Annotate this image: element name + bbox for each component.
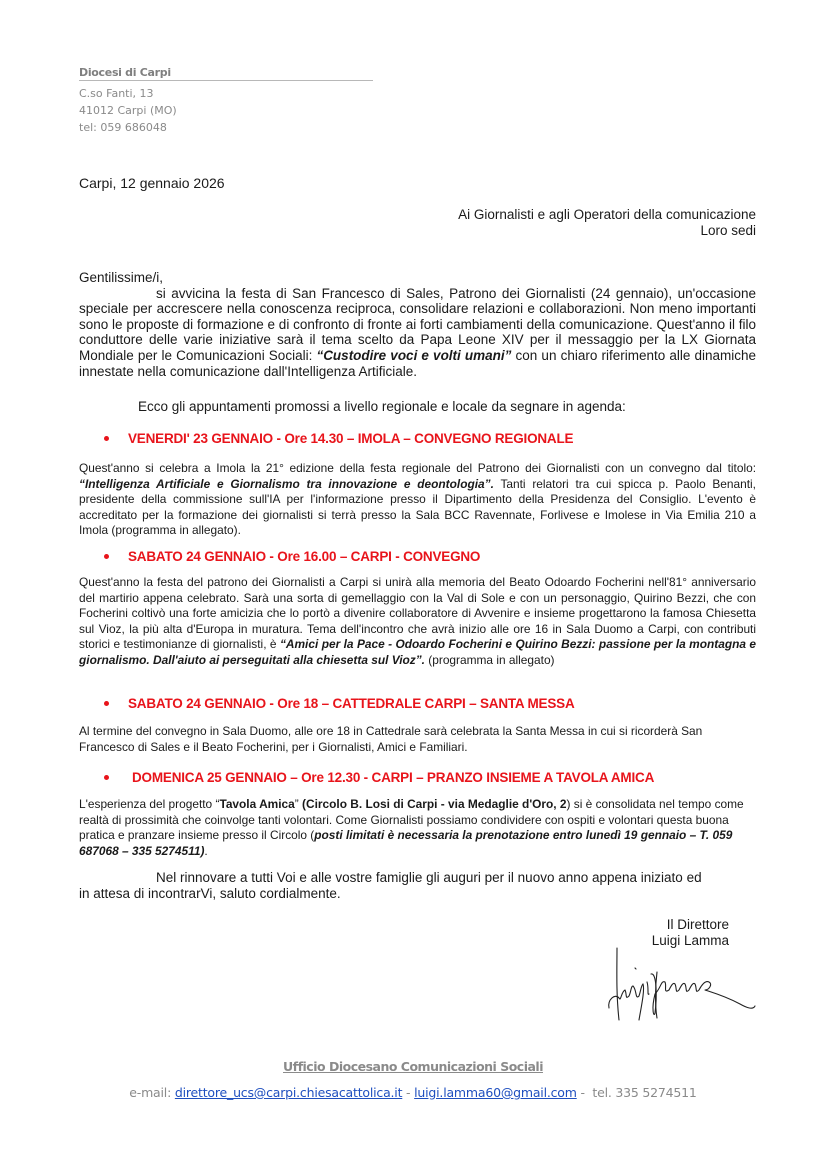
intro-text-1: si avvicina la festa di San Francesco di Sales, Patrono dei Giornalisti (24 gennaio), un'occasione speciale per accrescere nella conoscenza reciproca, consolidare relazioni e collaborazioni. Non meno importanti sono le proposte di formazione e di confronto di fronte ai forti cambiamenti della comunicazione. Quest'anno il filo conduttore delle varie iniziative sarà il tema scelto da Papa Leone XIV per il messaggio per la LX Giornata Mondiale per le Comunicazioni Sociali: (79, 285, 756, 363)
signer-name: Luigi Lamma (651, 933, 729, 948)
signer-role: Il Direttore (666, 917, 729, 932)
recipient-line-1: Ai Giornalisti e agli Operatori della comunicazione (458, 207, 756, 222)
email-label: e-mail: (129, 1085, 175, 1100)
event-heading-text: DOMENICA 25 GENNAIO – Ore 12.30 - CARPI – PRANZO INSIEME A TAVOLA AMICA (132, 770, 655, 785)
intro-text-2: con un chiaro riferimento alle dinamiche innestate nella comunicazione dall'Intelligenza Artificiale. (79, 347, 756, 379)
address-line-1: C.so Fanti, 13 (79, 87, 154, 100)
intro-paragraph (79, 286, 756, 380)
event-text: ) si è consolidata nel tempo come realtà di prossimità che coinvolge tanti volontari. Come Giornalisti possiamo condividere con ospiti e volontari questa buona pratica e pranzare insieme presso il Circolo ( (79, 797, 744, 843)
salutation: Gentilissime/i, (79, 270, 164, 285)
letterhead (79, 66, 373, 136)
footer-contact (0, 1085, 826, 1100)
closing-line-1: Nel rinnovare a tutti Voi e alle vostre famiglie gli auguri per il nuovo anno appena iniziato ed (156, 870, 702, 885)
letterhead-phone: tel: 059 686048 (79, 121, 167, 134)
event-heading-4 (104, 770, 654, 785)
project-name: Tavola Amica (219, 797, 295, 811)
theme-quote: “Custodire voci e volti umani” (316, 347, 512, 363)
closing (79, 870, 756, 902)
organization-name: Diocesi di Carpi (79, 66, 373, 81)
event-text: ” (294, 797, 303, 811)
event-body-3 (79, 724, 756, 755)
event-title-quote: “Amici per la Pace - Odoardo Focherini e Quirino Bezzi: passione per la montagna e giornalismo. Dall'aiuto ai perseguitati alla chiesetta sul Vioz”. (79, 637, 756, 667)
intro-section (79, 270, 756, 379)
event-text: L'esperienza del progetto “ (79, 797, 220, 811)
venue: (Circolo B. Losi di Carpi - via Medaglie d'Oro, 2 (302, 797, 567, 811)
event-heading-text: VENERDI' 23 GENNAIO - Ore 14.30 – IMOLA – CONVEGNO REGIONALE (128, 431, 574, 446)
booking-note: posti limitati è necessaria la prenotazione entro lunedì 19 gennaio – T. 059 687068 – 335 5274511) (79, 828, 733, 858)
event-body-2 (79, 575, 756, 669)
letter-date: Carpi, 12 gennaio 2026 (79, 175, 225, 191)
footer-phone: tel. 335 5274511 (592, 1085, 697, 1100)
bullet-icon (104, 701, 109, 706)
event-heading-3 (104, 696, 575, 711)
separator: - (402, 1085, 415, 1100)
event-text: (programma in allegato) (424, 652, 555, 667)
event-heading-text: SABATO 24 GENNAIO - Ore 16.00 – CARPI - CONVEGNO (128, 549, 481, 564)
bullet-icon (104, 775, 109, 780)
email-link-2[interactable]: luigi.lamma60@gmail.com (414, 1085, 577, 1100)
event-title-quote: “Intelligenza Artificiale e Giornalismo tra innovazione e deontologia”. (79, 476, 494, 491)
event-body-4 (79, 797, 756, 859)
handwritten-signature-icon (605, 938, 760, 1023)
recipient-line-2: Loro sedi (700, 222, 756, 238)
event-text: Quest'anno la festa del patrono dei Giornalisti a Carpi si unirà alla memoria del Beato Odoardo Focherini nell'81° anniversario del martirio appena celebrato. Sarà una sorta di gemellaggio con la Val di Sole e con un personaggio, Quirino Bezzi, che con Focherini coltivò una forte amicizia che lo portò a divenire collaboratore di Avvenire e insieme progettarono la famosa Chiesetta sul Vioz, la più alta d'Europa in muratura. Tema dell'incontro che avrà inizio alle ore 16 in Sala Duomo a Carpi, con contributi storici e testimonianze di giornalisti, è (79, 575, 756, 652)
event-heading-1 (104, 431, 573, 446)
event-body-1 (79, 461, 756, 539)
bullet-icon (104, 554, 109, 559)
event-text: Quest'anno si celebra a Imola la 21° edizione della festa regionale del Patrono dei Giornalisti con un convegno dal titolo: (79, 461, 756, 475)
event-text: Tanti relatori tra cui spicca p. Paolo Benanti, presidente della commissione sull'IA per l'informazione presso il Dipartimento della Presidenza del Consiglio. L'evento è accreditato per la formazione dei giornalisti si terrà presso la Sala BCC Ravennate, Forlivese e Imolese in Via Emilia 210 a Imola (programma in allegato). (79, 476, 756, 538)
separator: - (576, 1085, 593, 1100)
event-heading-2 (104, 549, 480, 564)
agenda-intro: Ecco gli appuntamenti promossi a livello regionale e locale da segnare in agenda: (138, 399, 626, 414)
bullet-icon (104, 436, 109, 441)
footer-office (0, 1059, 826, 1074)
footer-office-label: Ufficio Diocesano Comunicazioni Sociali (283, 1059, 543, 1074)
recipient (458, 207, 756, 238)
event-text: Al termine del convegno in Sala Duomo, alle ore 18 in Cattedrale sarà celebrata la Santa Messa in cui si ricorderà San Francesco di Sales e il Beato Focherini, per i Giornalisti, Amici e Familiari. (79, 724, 703, 754)
closing-line-2: in attesa di incontrarVi, saluto cordialmente. (79, 886, 341, 901)
event-text: . (204, 843, 208, 858)
email-link-1[interactable]: direttore_ucs@carpi.chiesacattolica.it (174, 1085, 403, 1100)
event-heading-text: SABATO 24 GENNAIO - Ore 18 – CATTEDRALE CARPI – SANTA MESSA (128, 696, 575, 711)
address-line-2: 41012 Carpi (MO) (79, 104, 177, 117)
